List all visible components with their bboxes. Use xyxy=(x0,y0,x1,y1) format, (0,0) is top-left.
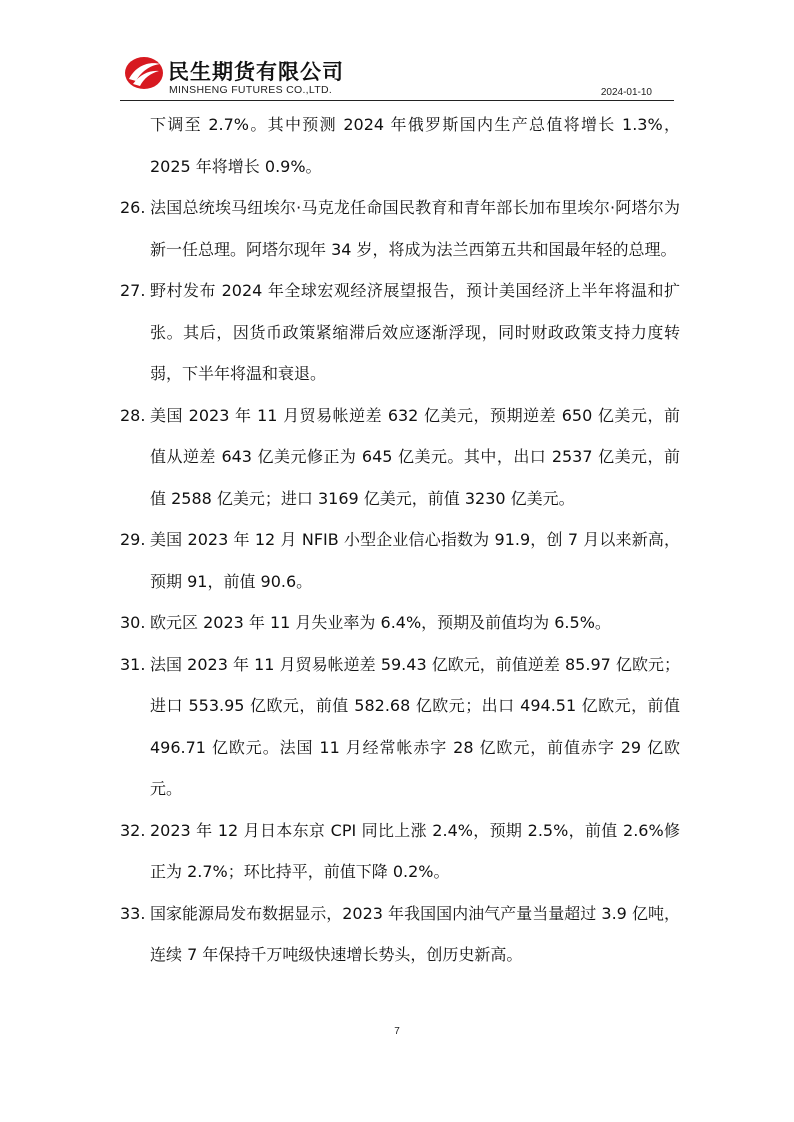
news-item xyxy=(120,644,680,810)
page-number: 7 xyxy=(394,1026,400,1037)
news-item xyxy=(120,602,680,644)
news-item xyxy=(120,270,680,395)
item-text: 欧元区 2023 年 11 月失业率为 6.4%，预期及前值均为 6.5%。 xyxy=(150,613,611,632)
news-item xyxy=(120,187,680,270)
news-item xyxy=(120,893,680,976)
news-item xyxy=(120,519,680,602)
item-number: 31. xyxy=(120,654,146,674)
item-text: 美国 2023 年 11 月贸易帐逆差 632 亿美元，预期逆差 650 亿美元，前值从逆差 643 亿美元修正为 645 亿美元。其中，出口 2537 亿美元，前值 2588 亿美元；进口 3169 亿美元，前值 3230 亿美元。 xyxy=(150,405,680,508)
page-header xyxy=(120,50,674,102)
item-text: 野村发布 2024 年全球宏观经济展望报告，预计美国经济上半年将温和扩张。其后，因货币政策紧缩滞后效应逐渐浮现，同时财政政策支持力度转弱，下半年将温和衰退。 xyxy=(150,281,680,383)
item-number: 32. xyxy=(120,820,146,840)
news-item xyxy=(120,810,680,893)
minsheng-logo-icon xyxy=(124,55,164,91)
report-date: 2024-01-10 xyxy=(600,87,652,98)
news-list xyxy=(120,104,680,976)
item-text: 法国总统埃马纽埃尔·马克龙任命国民教育和青年部长加布里埃尔·阿塔尔为新一任总理。阿塔尔现年 34 岁，将成为法兰西第五共和国最年轻的总理。 xyxy=(150,198,680,259)
header-divider xyxy=(120,100,674,101)
item-number: 28. xyxy=(120,405,146,425)
item-text: 2023 年 12 月日本东京 CPI 同比上涨 2.4%，预期 2.5%，前值 2.6%修正为 2.7%；环比持平，前值下降 0.2%。 xyxy=(150,820,680,881)
company-name-cn: 民生期货有限公司 xyxy=(168,60,344,84)
continued-paragraph: 下调至 2.7%。其中预测 2024 年俄罗斯国内生产总值将增长 1.3%，2025 年将增长 0.9%。 xyxy=(150,115,680,176)
item-number: 27. xyxy=(120,281,146,300)
item-number: 30. xyxy=(120,613,146,632)
company-name-en: MINSHENG FUTURES CO.,LTD. xyxy=(169,84,333,96)
item-number: 29. xyxy=(120,530,146,549)
item-text: 法国 2023 年 11 月贸易帐逆差 59.43 亿欧元，前值逆差 85.97 亿欧元；进口 553.95 亿欧元，前值 582.68 亿欧元；出口 494.51 亿欧元，前值 496.71 亿欧元。法国 11 月经常帐赤字 28 亿欧元，前值赤字 29 亿欧元。 xyxy=(150,654,680,798)
news-item xyxy=(120,395,680,520)
item-number: 26. xyxy=(120,198,146,217)
item-number: 33. xyxy=(120,903,146,923)
item-text: 国家能源局发布数据显示，2023 年我国国内油气产量当量超过 3.9 亿吨，连续 7 年保持千万吨级快速增长势头，创历史新高。 xyxy=(150,903,680,964)
item-text: 美国 2023 年 12 月 NFIB 小型企业信心指数为 91.9，创 7 月以来新高，预期 91，前值 90.6。 xyxy=(150,530,680,591)
